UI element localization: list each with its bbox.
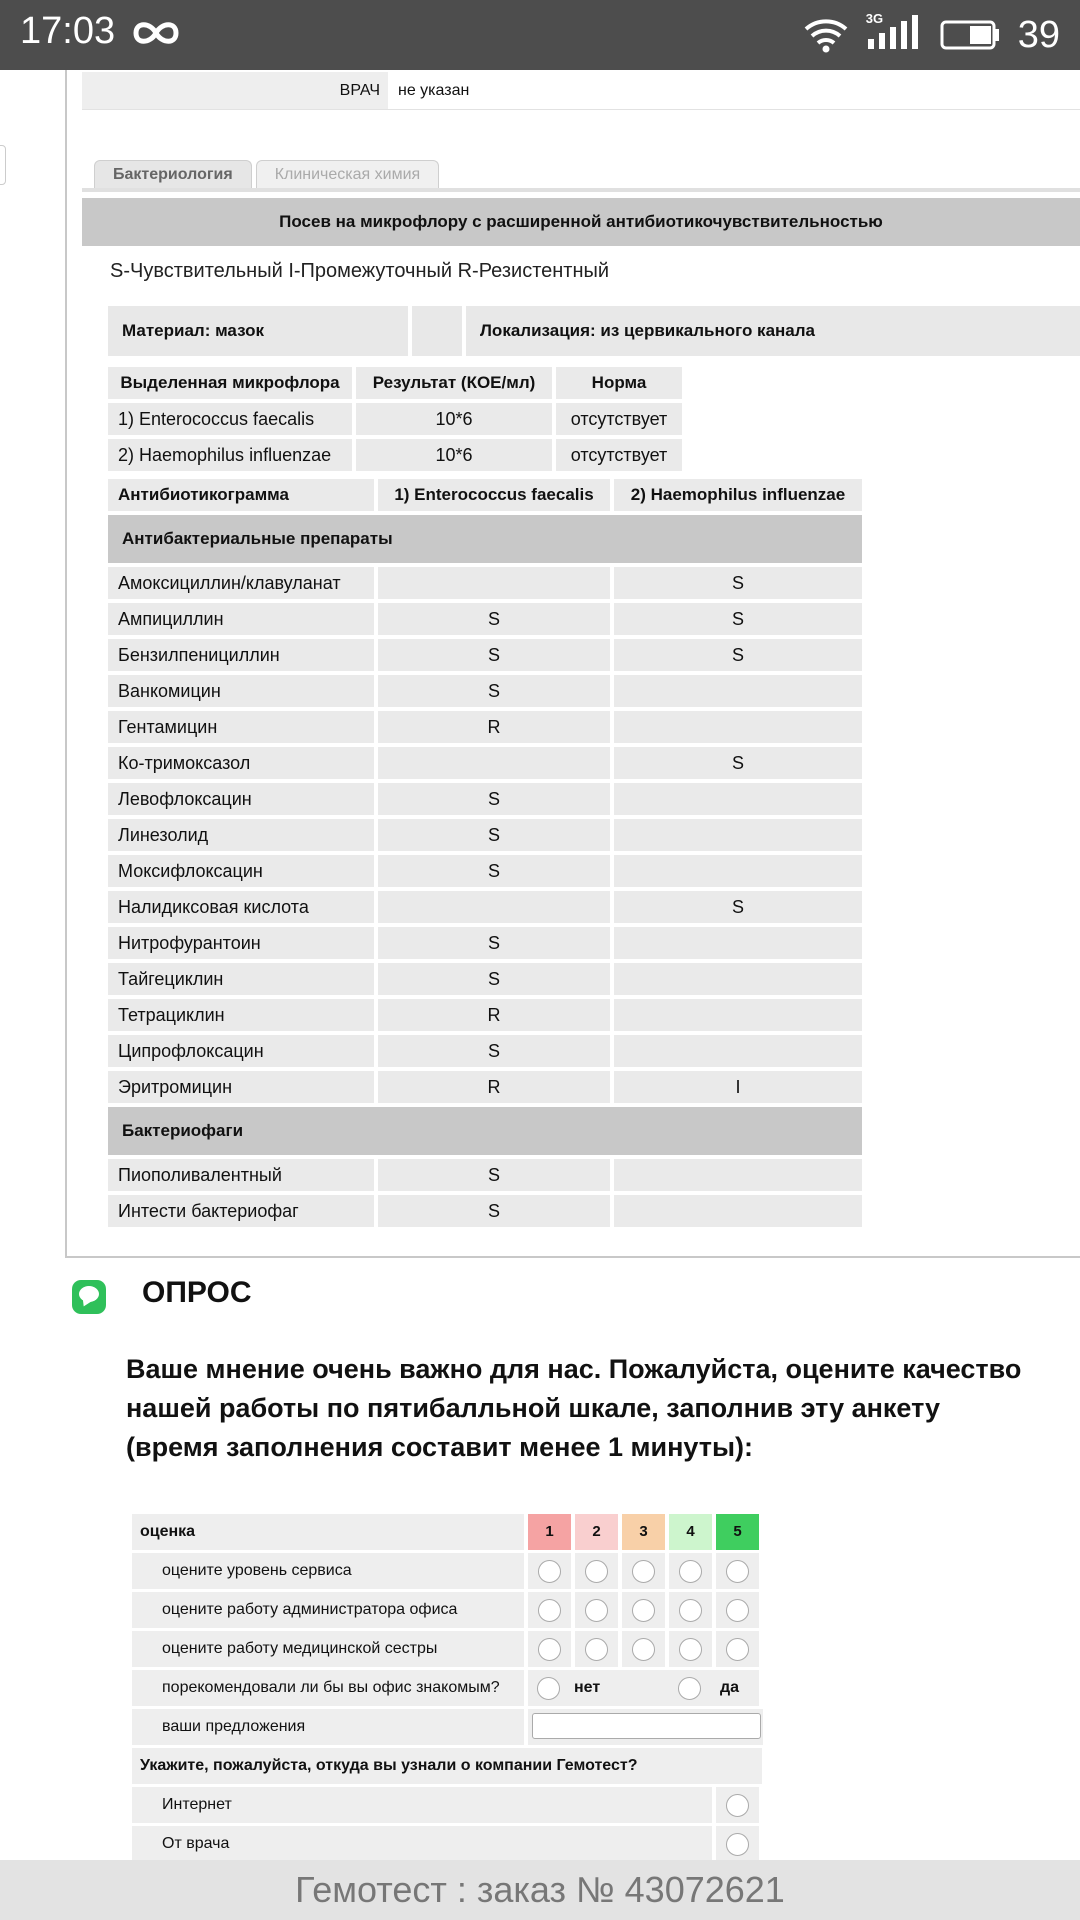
rating-cell (716, 1553, 759, 1589)
flora-col-microflora: Выделенная микрофлора (108, 367, 352, 399)
org2-result (614, 1035, 862, 1067)
antibiogram-table (104, 475, 866, 1231)
org2-result (614, 927, 862, 959)
org1-result: S (378, 1035, 610, 1067)
recommend-no-radio[interactable] (537, 1677, 560, 1700)
group-row-phages (108, 1107, 862, 1155)
org1-result: S (378, 963, 610, 995)
table-row (108, 927, 862, 959)
section-title: Посев на микрофлору с расширенной антибиотикочувствительностью (82, 198, 1080, 246)
flora-table (104, 363, 686, 475)
rating-cell (716, 1631, 759, 1667)
suggestions-row (132, 1709, 763, 1745)
table-row (108, 1195, 862, 1227)
source-cell (716, 1826, 759, 1862)
org2-result (614, 711, 862, 743)
tab-clinical-chemistry[interactable]: Клиническая химия (256, 160, 440, 188)
scale-1: 1 (528, 1514, 571, 1550)
scale-4: 4 (669, 1514, 712, 1550)
rating-radio-3[interactable] (632, 1638, 655, 1661)
question-label: оцените работу администратора офиса (132, 1592, 524, 1628)
sensitivity-legend: S-Чувствительный I-Промежуточный R-Резистентный (110, 260, 610, 282)
doctor-row (82, 72, 1080, 110)
drug-name: Тайгециклин (108, 963, 374, 995)
org1-result (378, 747, 610, 779)
battery-icon (940, 20, 1000, 50)
rating-radio-5[interactable] (726, 1599, 749, 1622)
source-internet-radio[interactable] (726, 1794, 749, 1817)
rating-row-service (132, 1553, 763, 1589)
rating-cell (669, 1553, 712, 1589)
group-label: Бактериофаги (108, 1107, 862, 1155)
suggestions-label: ваши предложения (132, 1709, 524, 1745)
flora-norm: отсутствует (556, 439, 682, 471)
org2-result: S (614, 639, 862, 671)
signal-icon (865, 10, 922, 56)
source-row-doctor (132, 1826, 763, 1862)
org1-result: R (378, 999, 610, 1031)
rating-cell (528, 1592, 571, 1628)
rating-cell (575, 1631, 618, 1667)
org1-result: S (378, 1195, 610, 1227)
org2-result (614, 1159, 862, 1191)
material-label: Материал: мазок (108, 306, 408, 356)
scale-2: 2 (575, 1514, 618, 1550)
rating-radio-4[interactable] (679, 1599, 702, 1622)
battery-percent: 39 (1017, 13, 1060, 56)
table-row (108, 963, 862, 995)
org2-result: I (614, 1071, 862, 1103)
org1-result: S (378, 675, 610, 707)
drug-name: Налидиксовая кислота (108, 891, 374, 923)
drug-name: Линезолид (108, 819, 374, 851)
drug-name: Амоксициллин/клавуланат (108, 567, 374, 599)
source-question: Укажите, пожалуйста, откуда вы узнали о компании Гемотест? (132, 1748, 762, 1784)
material-row (108, 306, 1080, 356)
recommend-options (528, 1670, 759, 1706)
org2-result: S (614, 603, 862, 635)
rating-radio-2[interactable] (585, 1599, 608, 1622)
org2-result: S (614, 891, 862, 923)
recommend-row (132, 1670, 759, 1706)
rating-radio-2[interactable] (585, 1638, 608, 1661)
tabs-divider (82, 188, 1080, 192)
phage-name: Интести бактериофаг (108, 1195, 374, 1227)
recommend-yes-radio[interactable] (678, 1677, 701, 1700)
table-row (108, 675, 862, 707)
flora-organism: 2) Haemophilus influenzae (108, 439, 352, 471)
rating-header-row (132, 1514, 763, 1550)
source-label: Интернет (132, 1787, 712, 1823)
drug-name: Гентамицин (108, 711, 374, 743)
org1-result: R (378, 711, 610, 743)
suggestions-cell (528, 1709, 763, 1745)
antibiogram-col-drug: Антибиотикограмма (108, 479, 374, 511)
rating-cell (669, 1631, 712, 1667)
source-cell (716, 1787, 759, 1823)
org1-result: S (378, 819, 610, 851)
table-row (108, 603, 862, 635)
suggestions-input[interactable] (532, 1713, 761, 1739)
left-edge-control (0, 145, 6, 185)
org2-result (614, 999, 862, 1031)
drug-name: Моксифлоксацин (108, 855, 374, 887)
status-time: 17:03 (20, 10, 116, 52)
rating-cell (622, 1631, 665, 1667)
table-row (108, 999, 862, 1031)
chat-bubble-icon (72, 1280, 106, 1314)
flora-result: 10*6 (356, 439, 552, 471)
card-border-bottom (65, 1256, 1080, 1258)
question-label: оцените уровень сервиса (132, 1553, 524, 1589)
rating-radio-4[interactable] (679, 1560, 702, 1583)
survey-title: ОПРОС (142, 1276, 252, 1309)
rating-row-admin (132, 1592, 763, 1628)
rating-cell (528, 1631, 571, 1667)
status-bar (0, 0, 1080, 70)
drug-name: Ко-тримоксазол (108, 747, 374, 779)
report-tabs (94, 160, 439, 188)
org2-result (614, 1195, 862, 1227)
drug-name: Нитрофурантоин (108, 927, 374, 959)
rating-cell (669, 1592, 712, 1628)
rating-cell (716, 1592, 759, 1628)
org2-result (614, 855, 862, 887)
drug-name: Эритромицин (108, 1071, 374, 1103)
question-label: оцените работу медицинской сестры (132, 1631, 524, 1667)
infinity-icon (130, 16, 182, 50)
scale-3: 3 (622, 1514, 665, 1550)
org1-result: S (378, 1159, 610, 1191)
table-row (108, 403, 682, 435)
org2-result (614, 963, 862, 995)
rating-cell (528, 1553, 571, 1589)
table-row (108, 855, 862, 887)
rating-radio-2[interactable] (585, 1560, 608, 1583)
flora-col-norm: Норма (556, 367, 682, 399)
org1-result (378, 567, 610, 599)
table-row (108, 1071, 862, 1103)
org1-result: R (378, 1071, 610, 1103)
flora-norm: отсутствует (556, 403, 682, 435)
rating-radio-5[interactable] (726, 1638, 749, 1661)
drug-name: Бензилпенициллин (108, 639, 374, 671)
tab-bacteriology[interactable]: Бактериология (94, 160, 252, 188)
scale-5: 5 (716, 1514, 759, 1550)
antibiogram-header-row (108, 479, 862, 511)
table-row (108, 747, 862, 779)
localization-label: Локализация: из цервикального канала (466, 306, 1080, 356)
drug-name: Ципрофлоксацин (108, 1035, 374, 1067)
source-row-internet (132, 1787, 763, 1823)
rating-cell (622, 1553, 665, 1589)
flora-result: 10*6 (356, 403, 552, 435)
org1-result: S (378, 639, 610, 671)
doctor-value: не указан (388, 72, 1080, 109)
org2-result (614, 783, 862, 815)
rating-radio-5[interactable] (726, 1560, 749, 1583)
source-doctor-radio[interactable] (726, 1833, 749, 1856)
source-question-row (132, 1748, 762, 1784)
table-row (108, 639, 862, 671)
flora-organism: 1) Enterococcus faecalis (108, 403, 352, 435)
org1-result: S (378, 927, 610, 959)
table-row (108, 439, 682, 471)
antibiogram-col-org2: 2) Haemophilus influenzae (614, 479, 862, 511)
org1-result (378, 891, 610, 923)
survey-intro: Ваше мнение очень важно для нас. Пожалуйста, оцените качество нашей работы по пятибалльной шкале, заполнив эту анкету (время заполнения составит менее 1 минуты): (126, 1354, 1022, 1462)
rating-header-label: оценка (132, 1514, 524, 1550)
table-row (108, 711, 862, 743)
rating-cell (622, 1592, 665, 1628)
rating-cell (575, 1592, 618, 1628)
material-spacer (412, 306, 462, 356)
card-border (65, 70, 67, 1258)
org1-result: S (378, 603, 610, 635)
rating-radio-4[interactable] (679, 1638, 702, 1661)
recommend-yes-label: да (720, 1679, 740, 1696)
org1-result: S (378, 855, 610, 887)
group-row-antibacterial (108, 515, 862, 563)
org2-result: S (614, 747, 862, 779)
drug-name: Тетрациклин (108, 999, 374, 1031)
rating-radio-1[interactable] (538, 1560, 561, 1583)
table-row (108, 1035, 862, 1067)
drug-name: Ампициллин (108, 603, 374, 635)
rating-radio-1[interactable] (538, 1599, 561, 1622)
table-row (108, 891, 862, 923)
antibiogram-col-org1: 1) Enterococcus faecalis (378, 479, 610, 511)
table-row (108, 1159, 862, 1191)
phage-name: Пиополивалентный (108, 1159, 374, 1191)
source-label: От врача (132, 1826, 712, 1862)
org2-result (614, 819, 862, 851)
question-label: порекомендовали ли бы вы офис знакомым? (132, 1670, 524, 1706)
rating-cell (575, 1553, 618, 1589)
drug-name: Левофлоксацин (108, 783, 374, 815)
rating-radio-3[interactable] (632, 1599, 655, 1622)
org2-result (614, 675, 862, 707)
flora-header-row (108, 367, 682, 399)
rating-radio-1[interactable] (538, 1638, 561, 1661)
table-row (108, 567, 862, 599)
drug-name: Ванкомицин (108, 675, 374, 707)
org2-result: S (614, 567, 862, 599)
doctor-label: ВРАЧ (82, 72, 388, 109)
table-row (108, 819, 862, 851)
order-footer: Гемотест : заказ № 43072621 (0, 1860, 1080, 1920)
org1-result: S (378, 783, 610, 815)
group-label: Антибактериальные препараты (108, 515, 862, 563)
rating-radio-3[interactable] (632, 1560, 655, 1583)
table-row (108, 783, 862, 815)
wifi-icon (804, 17, 848, 53)
recommend-no-label: нет (574, 1679, 601, 1696)
network-type: 3G (865, 10, 884, 26)
flora-col-result: Результат (КОЕ/мл) (356, 367, 552, 399)
rating-row-nurse (132, 1631, 763, 1667)
